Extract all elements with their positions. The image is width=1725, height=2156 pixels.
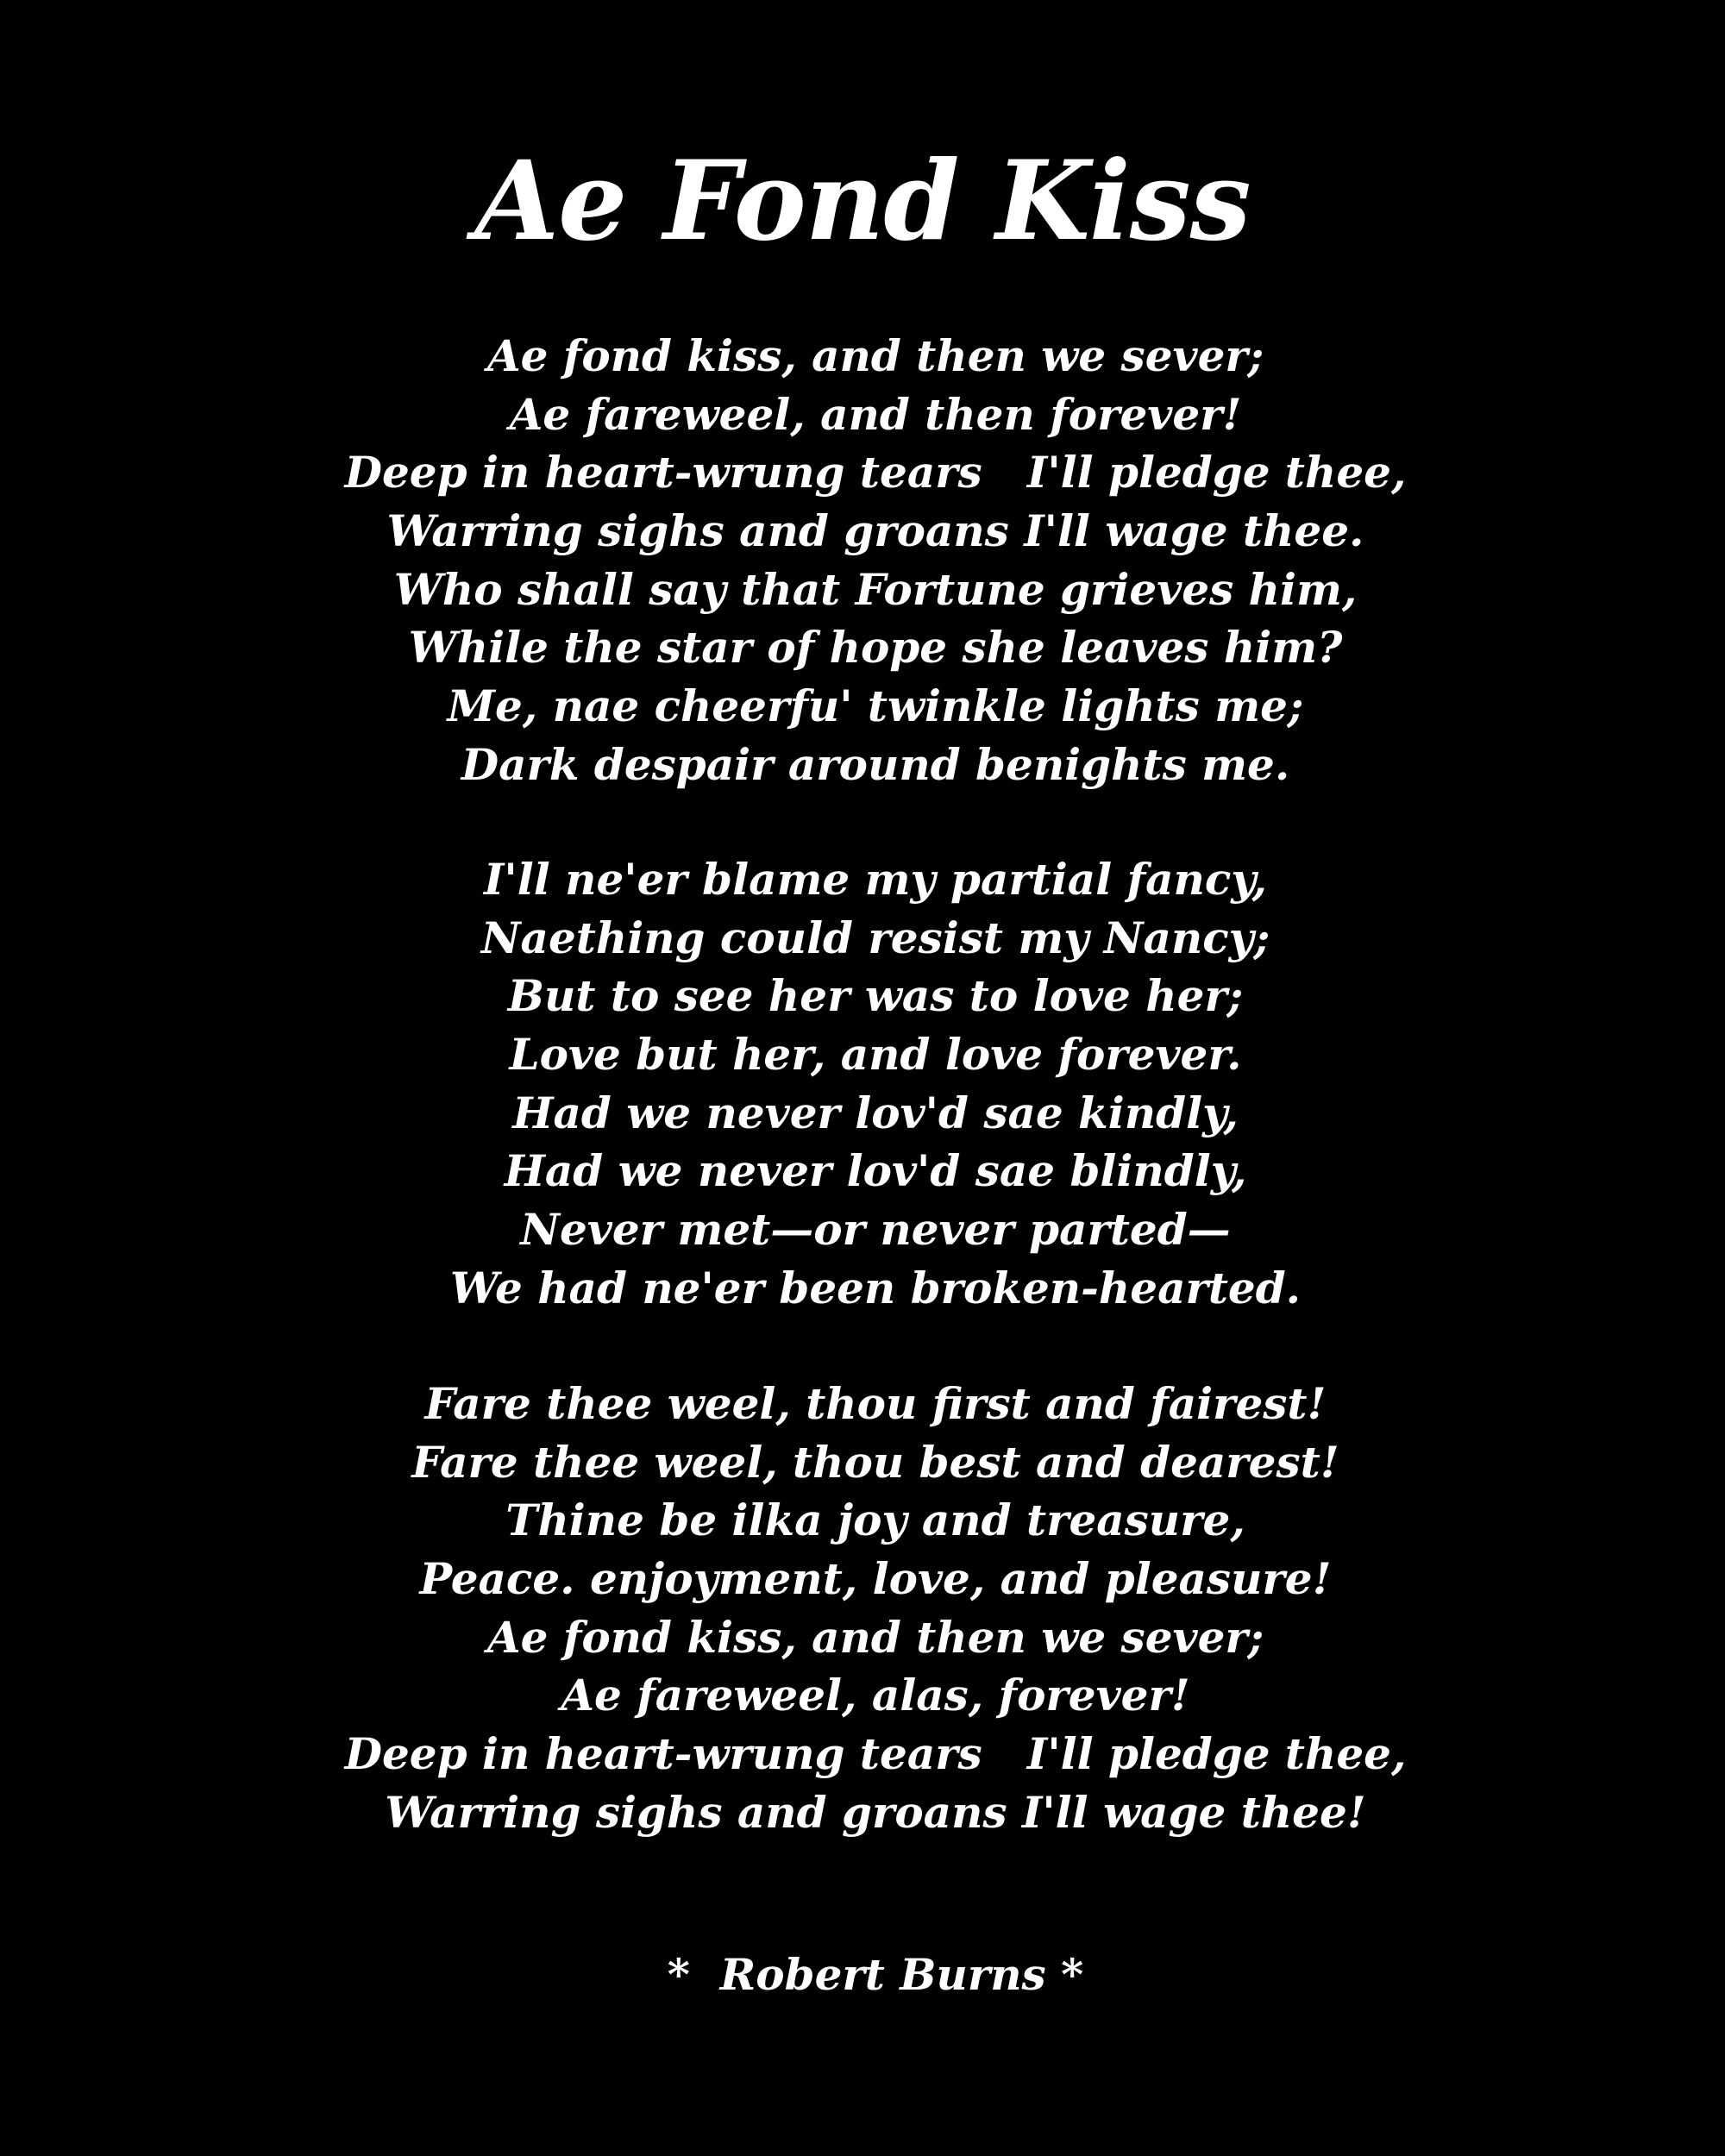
poem-line: Fare thee weel, thou first and fairest! <box>424 1378 1327 1429</box>
poem-line: Ae fond kiss, and then we sever; <box>486 330 1264 381</box>
poem-line: Ae fond kiss, and then we sever; <box>486 1611 1264 1663</box>
stanza-2 <box>0 850 1725 1318</box>
poem-line: Ae fareweel, alas, forever! <box>561 1670 1190 1721</box>
poem-line: Dark despair around benights me. <box>461 738 1290 790</box>
poem-line: Warring sighs and groans I'll wage thee! <box>385 1786 1366 1838</box>
poem-line: Love but her, and love forever. <box>509 1029 1242 1081</box>
poem-line: Thine be ilka joy and treasure, <box>505 1495 1245 1546</box>
poem-line: Had we never lov'd sae blindly, <box>504 1145 1247 1197</box>
poem-line: Naething could resist my Nancy; <box>480 912 1270 963</box>
poem-title: Ae Fond Kiss <box>474 137 1251 265</box>
author-signature: * Robert Burns * <box>667 1949 1084 2000</box>
poem-line: But to see her was to love her; <box>507 970 1244 1022</box>
poem-line: Who shall say that Fortune grieves him, <box>393 563 1358 615</box>
stanza-3 <box>0 1375 1725 1842</box>
poem-line: Fare thee weel, thou best and dearest! <box>411 1436 1339 1488</box>
poem-line: Had we never lov'd sae kindly, <box>512 1087 1239 1138</box>
poem-line: Peace. enjoyment, love, and pleasure! <box>419 1553 1332 1605</box>
poem-line: Ae fareweel, and then forever! <box>509 388 1242 440</box>
poem-line: Deep in heart-wrung tears I'll pledge thee, <box>344 447 1407 498</box>
poem-line: I'll ne'er blame my partial fancy, <box>484 854 1267 905</box>
poem-line: Me, nae cheerfu' twinkle lights me; <box>447 680 1304 732</box>
stanza-1 <box>0 327 1725 794</box>
poem-line: We had ne'er been broken-hearted. <box>449 1262 1302 1313</box>
poem-line: Never met—or never parted— <box>520 1204 1231 1256</box>
poem-line: While the star of hope she leaves him? <box>408 622 1343 674</box>
poem-line: Warring sighs and groans I'll wage thee. <box>386 505 1364 557</box>
poem-line: Deep in heart-wrung tears I'll pledge thee, <box>344 1728 1407 1780</box>
